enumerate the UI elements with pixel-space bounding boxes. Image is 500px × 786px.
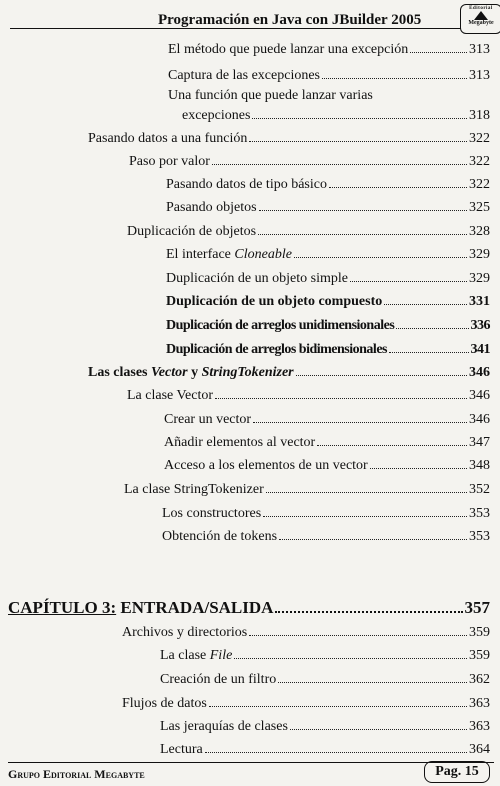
- toc-entry-title: [88, 365, 294, 381]
- toc-entry: [127, 224, 490, 240]
- toc-entry-title: Pasando objetos: [166, 200, 257, 215]
- toc-entry-title-line1: Una función que puede lanzar varias: [168, 88, 373, 103]
- toc-entry-page: 322: [469, 177, 490, 192]
- dot-leader: [249, 141, 467, 142]
- dot-leader: [258, 234, 467, 235]
- dot-leader: [279, 539, 467, 540]
- toc-entry: [88, 131, 490, 147]
- toc-entry-title: Pasando datos a una función: [88, 131, 248, 146]
- toc-entry: [164, 412, 490, 428]
- toc-entry: [166, 318, 490, 334]
- toc-entry-page: 322: [469, 154, 490, 169]
- toc-entry-title: Duplicación de objetos: [127, 224, 257, 239]
- toc-entry-title: La clase Vector: [127, 388, 214, 403]
- dot-leader: [396, 328, 468, 329]
- toc-entry: [162, 529, 490, 545]
- toc-entry-title: Obtención de tokens: [162, 529, 278, 544]
- toc-entry: [164, 435, 490, 451]
- toc-entry-page: 325: [469, 200, 490, 215]
- dot-leader: [205, 752, 467, 753]
- toc-entry-title: Duplicación de un objeto simple: [166, 271, 348, 286]
- dot-leader: [252, 118, 467, 119]
- dot-leader: [249, 635, 467, 636]
- toc-entry-title: Duplicación de arreglos unidimensionales: [166, 318, 395, 333]
- toc-entry: [129, 154, 490, 170]
- page-footer: [8, 762, 494, 785]
- dot-leader: [317, 445, 467, 446]
- toc-entry-title: Añadir elementos al vector: [164, 435, 316, 450]
- toc-entry-page: 362: [469, 672, 490, 687]
- dot-leader: [410, 52, 467, 53]
- dot-leader: [384, 304, 467, 305]
- toc-entry-title: Captura de las excepciones: [168, 68, 320, 83]
- publisher-name: Grupo Editorial Megabyte: [8, 767, 145, 781]
- dot-leader: [322, 78, 467, 79]
- toc-entry-title-emph: StringTokenizer: [201, 365, 294, 380]
- toc-entry-title-text: Las clases: [88, 365, 151, 380]
- toc-entry-page: 346: [469, 388, 490, 403]
- toc-entry-page: 348: [469, 458, 490, 473]
- chapter-name: ENTRADA/SALIDA: [116, 598, 274, 617]
- toc-entry-page: 331: [469, 294, 490, 309]
- toc-entry: [166, 247, 490, 263]
- toc-entry: [166, 342, 490, 358]
- toc-entry-title: Duplicación de un objeto compuesto: [166, 294, 383, 309]
- toc-entry: [122, 696, 490, 712]
- toc-entry-page: 346: [469, 365, 490, 380]
- dot-leader: [296, 375, 467, 376]
- dot-leader: [266, 492, 467, 493]
- toc-entry-page: 363: [469, 719, 490, 734]
- dot-leader: [234, 658, 467, 659]
- toc-entry-title: Acceso a los elementos de un vector: [164, 458, 368, 473]
- toc-entry: [166, 177, 490, 193]
- toc-entry-title-emph: File: [209, 648, 233, 663]
- dot-leader: [290, 729, 467, 730]
- toc-entry-title: Pasando datos de tipo básico: [166, 177, 327, 192]
- toc-entry-page: 364: [469, 742, 490, 757]
- dot-leader: [263, 516, 467, 517]
- toc-entry-title: [166, 247, 292, 263]
- toc-entry-title: La clase StringTokenizer: [124, 482, 264, 497]
- dot-leader: [294, 257, 467, 258]
- toc-entry-title: Los constructores: [162, 506, 262, 521]
- page-number: Pag. 15: [424, 761, 490, 783]
- toc-entry-title-emph: Cloneable: [234, 247, 292, 262]
- toc-entry-page: 353: [469, 506, 490, 521]
- toc-entry-title-text: y: [187, 365, 202, 380]
- dot-leader: [209, 706, 467, 707]
- toc-entry-page: 322: [469, 131, 490, 146]
- toc-entry-page: 313: [469, 68, 490, 83]
- toc-entry-title: Crear un vector: [164, 412, 252, 427]
- dot-leader: [329, 187, 467, 188]
- toc-entry-title-text: La clase: [160, 648, 210, 663]
- toc-entry-page: 359: [469, 648, 490, 663]
- toc-entry: [168, 42, 490, 58]
- toc-entry-page: 328: [469, 224, 490, 239]
- toc-entry-title-line2: excepciones: [182, 108, 251, 123]
- dot-leader: [370, 468, 467, 469]
- toc-entry-page: 329: [469, 247, 490, 262]
- toc-entry-page: 363: [469, 696, 490, 711]
- logo-top-text: Editorial: [469, 6, 493, 11]
- toc-entry: [166, 294, 490, 310]
- toc-entry: [160, 719, 490, 735]
- toc-entry: [122, 625, 490, 641]
- toc-entry: [166, 271, 490, 287]
- toc-entry: [164, 458, 490, 474]
- toc-entry-page: 359: [469, 625, 490, 640]
- toc-entry: [166, 200, 490, 216]
- dot-leader: [275, 611, 462, 613]
- dot-leader: [215, 398, 467, 399]
- toc-entry-title: Duplicación de arreglos bidimensionales: [166, 342, 387, 357]
- toc-entry: [160, 648, 490, 664]
- toc-entry-title: Creación de un filtro: [160, 672, 277, 687]
- toc-entry: [88, 365, 490, 381]
- toc-entry-page: 353: [469, 529, 490, 544]
- toc-entry: [162, 506, 490, 522]
- chapter-heading: [8, 598, 490, 618]
- toc-entry-title: Las jeraquías de clases: [160, 719, 288, 734]
- dot-leader: [253, 422, 467, 423]
- dot-leader: [389, 352, 469, 353]
- toc-entry-page: 318: [469, 108, 490, 123]
- toc-entry: [182, 108, 490, 124]
- toc-entry-title: Paso por valor: [129, 154, 210, 169]
- chapter-title: [8, 598, 273, 618]
- toc-entry-page: 341: [470, 342, 490, 357]
- dot-leader: [212, 164, 467, 165]
- toc-entry: [160, 742, 490, 758]
- toc-entry-title: El método que puede lanzar una excepción: [168, 42, 409, 57]
- toc-entry-page: 352: [469, 482, 490, 497]
- book-title: Programación en Java con JBuilder 2005: [158, 12, 422, 28]
- toc-entry-title: [160, 648, 232, 664]
- toc-entry-page: 336: [470, 318, 490, 333]
- chapter-page: 357: [464, 598, 490, 617]
- toc-entry-page: 313: [469, 42, 490, 57]
- toc-entry-title: Lectura: [160, 742, 203, 757]
- toc-entry-title: Archivos y directorios: [122, 625, 248, 640]
- toc-entry-title: Flujos de datos: [122, 696, 207, 711]
- toc-entry: [127, 388, 490, 404]
- toc-entry-title-text: El interface: [166, 247, 235, 262]
- chapter-label: CAPÍTULO 3:: [8, 598, 117, 617]
- dot-leader: [259, 210, 467, 211]
- toc-entry: [160, 672, 490, 688]
- toc-entry: [124, 482, 490, 498]
- dot-leader: [350, 281, 467, 282]
- toc-entry: [168, 68, 490, 84]
- toc-entry-page: 346: [469, 412, 490, 427]
- toc-entry-title-emph: Vector: [151, 365, 188, 380]
- toc-entry-page: 329: [469, 271, 490, 286]
- logo-name-text: Megabyte: [468, 20, 494, 26]
- dot-leader: [278, 682, 467, 683]
- toc-entry-page: 347: [469, 435, 490, 450]
